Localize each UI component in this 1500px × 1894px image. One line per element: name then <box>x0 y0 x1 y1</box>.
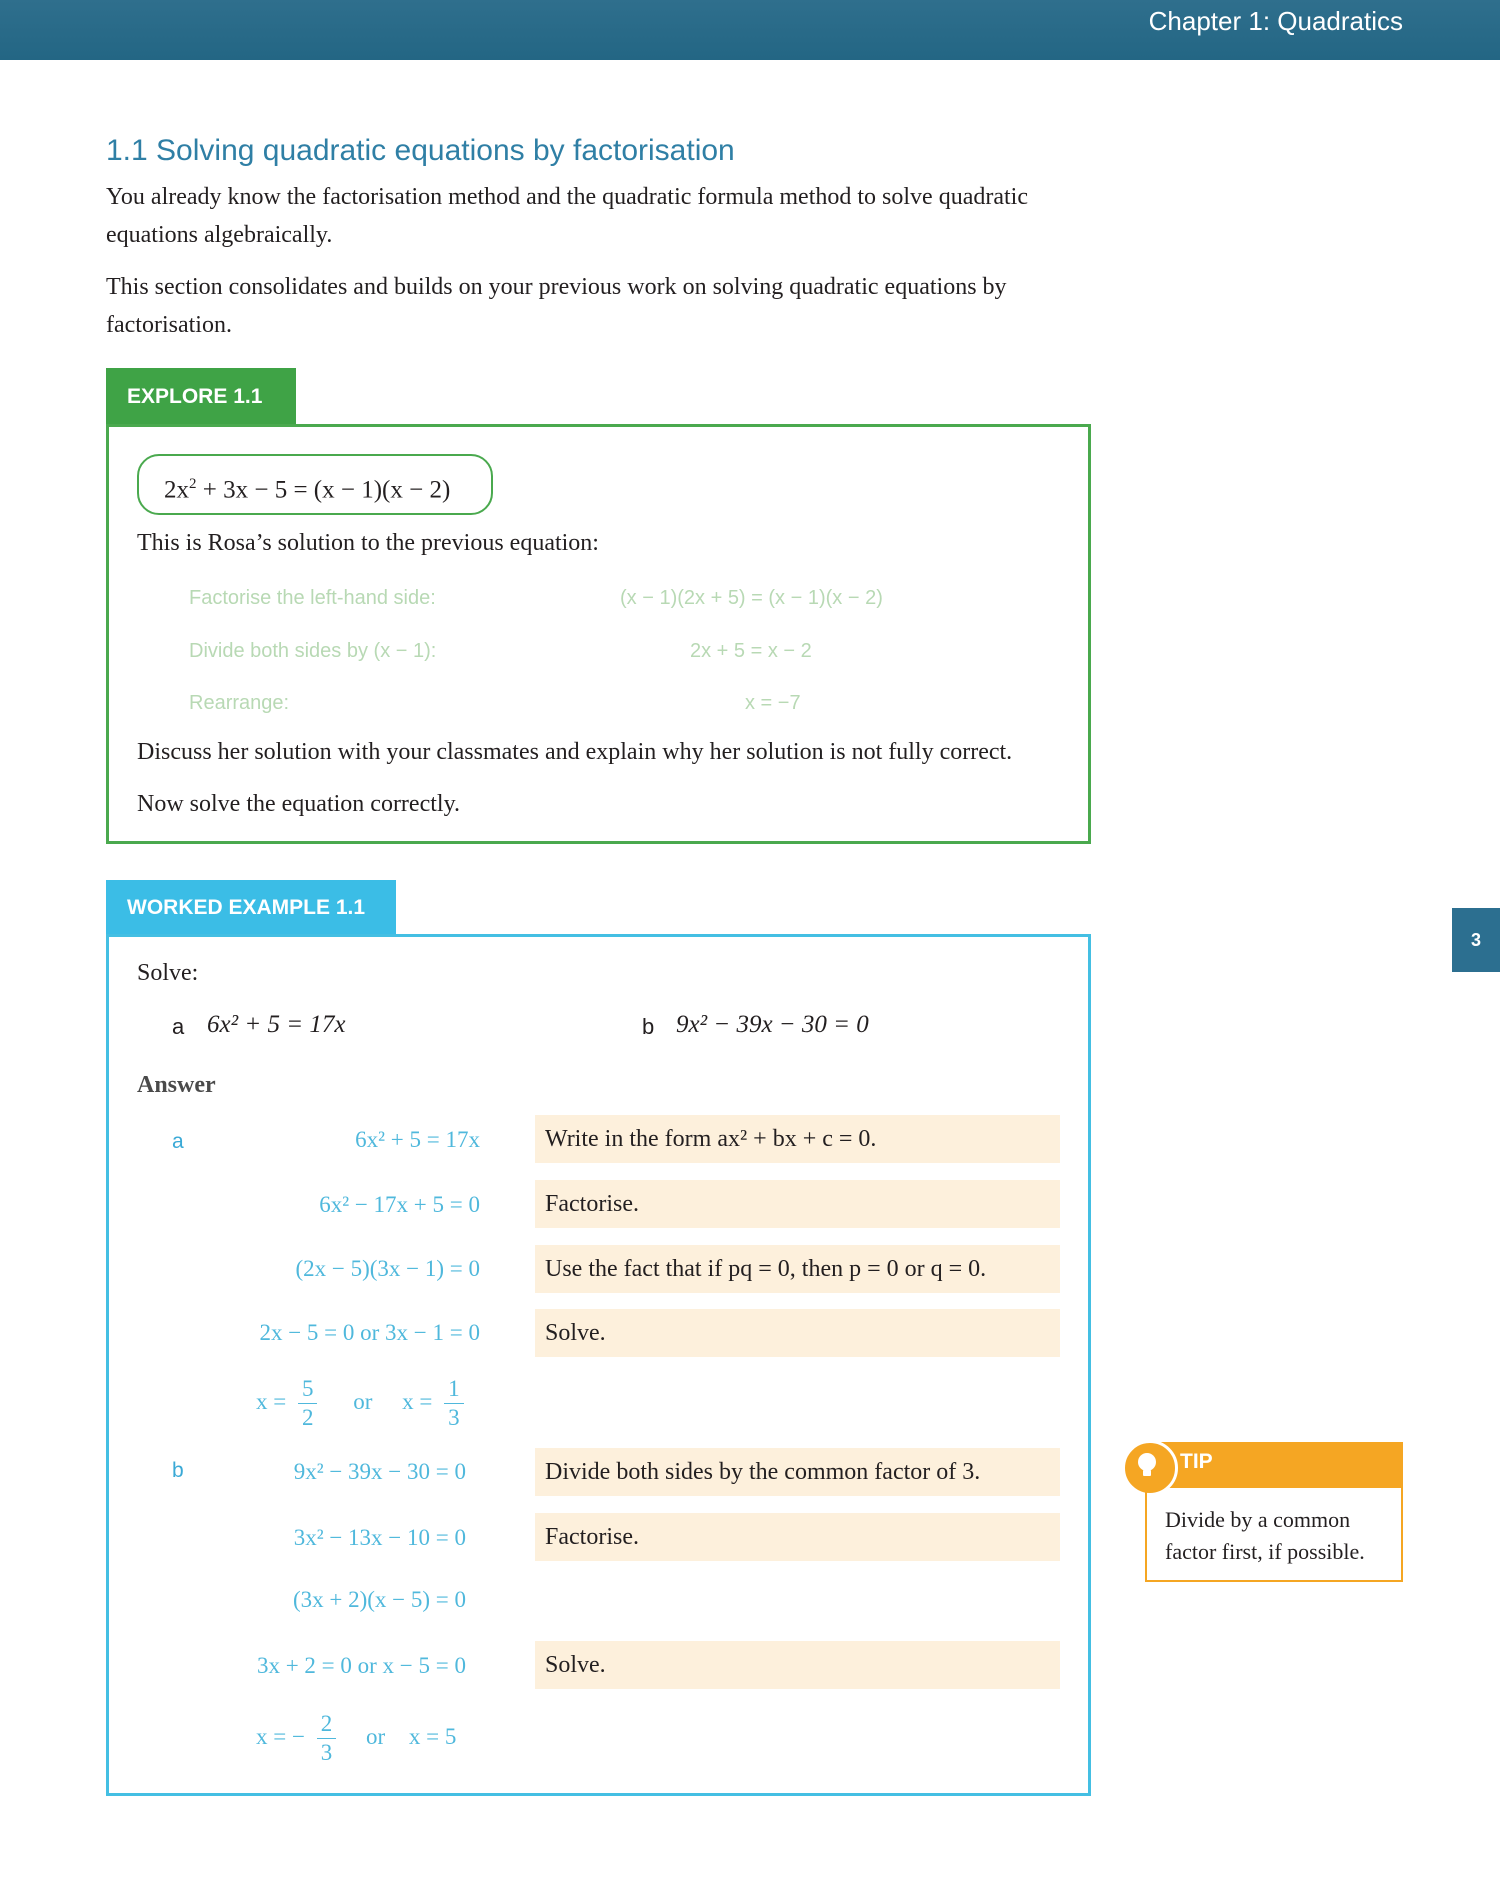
explore-intro: This is Rosa’s solution to the previous equation: <box>137 530 599 556</box>
answer-a-step: 6x² − 17x + 5 = 0 <box>319 1192 480 1217</box>
fraction: $\frac{5}{2}$ <box>298 1375 318 1432</box>
intro-paragraph-2: This section consolidates and builds on your previous work on solving quadratic equations by factorisation. <box>106 274 1007 338</box>
answer-part-b-label: b <box>172 1459 184 1482</box>
final-x-label: x = − <box>256 1723 305 1749</box>
chapter-title: Chapter 1: Quadratics <box>1148 6 1403 36</box>
answer-b-step: 9x² − 39x − 30 = 0 <box>293 1459 466 1484</box>
final-or: or <box>365 1723 386 1749</box>
rosa-step-math: (x − 1)(2x + 5) = (x − 1)(x − 2) <box>620 587 883 609</box>
fraction: $\frac{2}{3}$ <box>317 1710 337 1767</box>
explanation-note: Use the fact that if pq = 0, then p = 0 or q = 0. <box>535 1245 1060 1293</box>
answer-part-a-label: a <box>172 1130 184 1153</box>
final-x-label: x = <box>256 1388 287 1414</box>
rosa-step-label: Rearrange: <box>189 692 290 714</box>
final-x-label: x = <box>402 1388 433 1414</box>
solve-heading: Solve: <box>137 960 199 986</box>
answer-a-final <box>256 1375 470 1432</box>
explanation-note: Factorise. <box>535 1513 1060 1561</box>
explore-discuss: Discuss her solution with your classmates and explain why her solution is not fully correct. <box>137 739 1013 765</box>
answer-a-step: 2x − 5 = 0 or 3x − 1 = 0 <box>259 1320 480 1345</box>
explanation-note: Solve. <box>535 1309 1060 1357</box>
question-a-label: a <box>172 1014 185 1039</box>
equation-rhs: + 3x − 5 = (x − 1)(x − 2) <box>196 476 451 504</box>
question-a: 6x² + 5 = 17x <box>207 1011 346 1038</box>
explanation-note: Write in the form ax² + bx + c = 0. <box>535 1115 1060 1163</box>
tip-text: Divide by a common factor first, if possible. <box>1145 1488 1403 1582</box>
explore-label: EXPLORE 1.1 <box>106 368 296 425</box>
question-b: 9x² − 39x − 30 = 0 <box>676 1011 869 1038</box>
question-b-label: b <box>642 1014 655 1039</box>
section-title: 1.1 Solving quadratic equations by factorisation <box>106 134 735 167</box>
answer-a-step: (2x − 5)(3x − 1) = 0 <box>295 1256 480 1281</box>
equation-lhs: 2x <box>164 476 189 504</box>
answer-b-step: (3x + 2)(x − 5) = 0 <box>292 1587 466 1612</box>
final-x-label: x = 5 <box>408 1723 457 1749</box>
equation-exponent: 2 <box>189 476 197 492</box>
intro-paragraph-1: You already know the factorisation method and the quadratic formula method to solve quadratic equations algebraically. <box>106 184 1028 248</box>
explanation-note: Factorise. <box>535 1180 1060 1228</box>
answer-a-step: 6x² + 5 = 17x <box>355 1127 480 1152</box>
rosa-step-label: Factorise the left-hand side: <box>189 587 436 609</box>
answer-b-step: 3x² − 13x − 10 = 0 <box>293 1525 466 1550</box>
answer-heading: Answer <box>137 1072 216 1098</box>
tip-label: TIP <box>1180 1450 1213 1473</box>
fraction: $\frac{1}{3}$ <box>444 1375 464 1432</box>
worked-example-label: WORKED EXAMPLE 1.1 <box>106 880 396 935</box>
explanation-note: Divide both sides by the common factor of 3. <box>535 1448 1060 1496</box>
explanation-note: Solve. <box>535 1641 1060 1689</box>
page-number-tab: 3 <box>1452 908 1500 972</box>
answer-b-final <box>256 1710 456 1767</box>
explore-now-solve: Now solve the equation correctly. <box>137 791 461 817</box>
final-or: or <box>353 1388 373 1414</box>
rosa-step-math: 2x + 5 = x − 2 <box>690 640 812 662</box>
answer-b-step: 3x + 2 = 0 or x − 5 = 0 <box>256 1653 466 1678</box>
rosa-step-label: Divide both sides by (x − 1): <box>189 640 437 662</box>
rosa-step-math: x = −7 <box>745 692 801 714</box>
explore-equation <box>137 454 493 515</box>
